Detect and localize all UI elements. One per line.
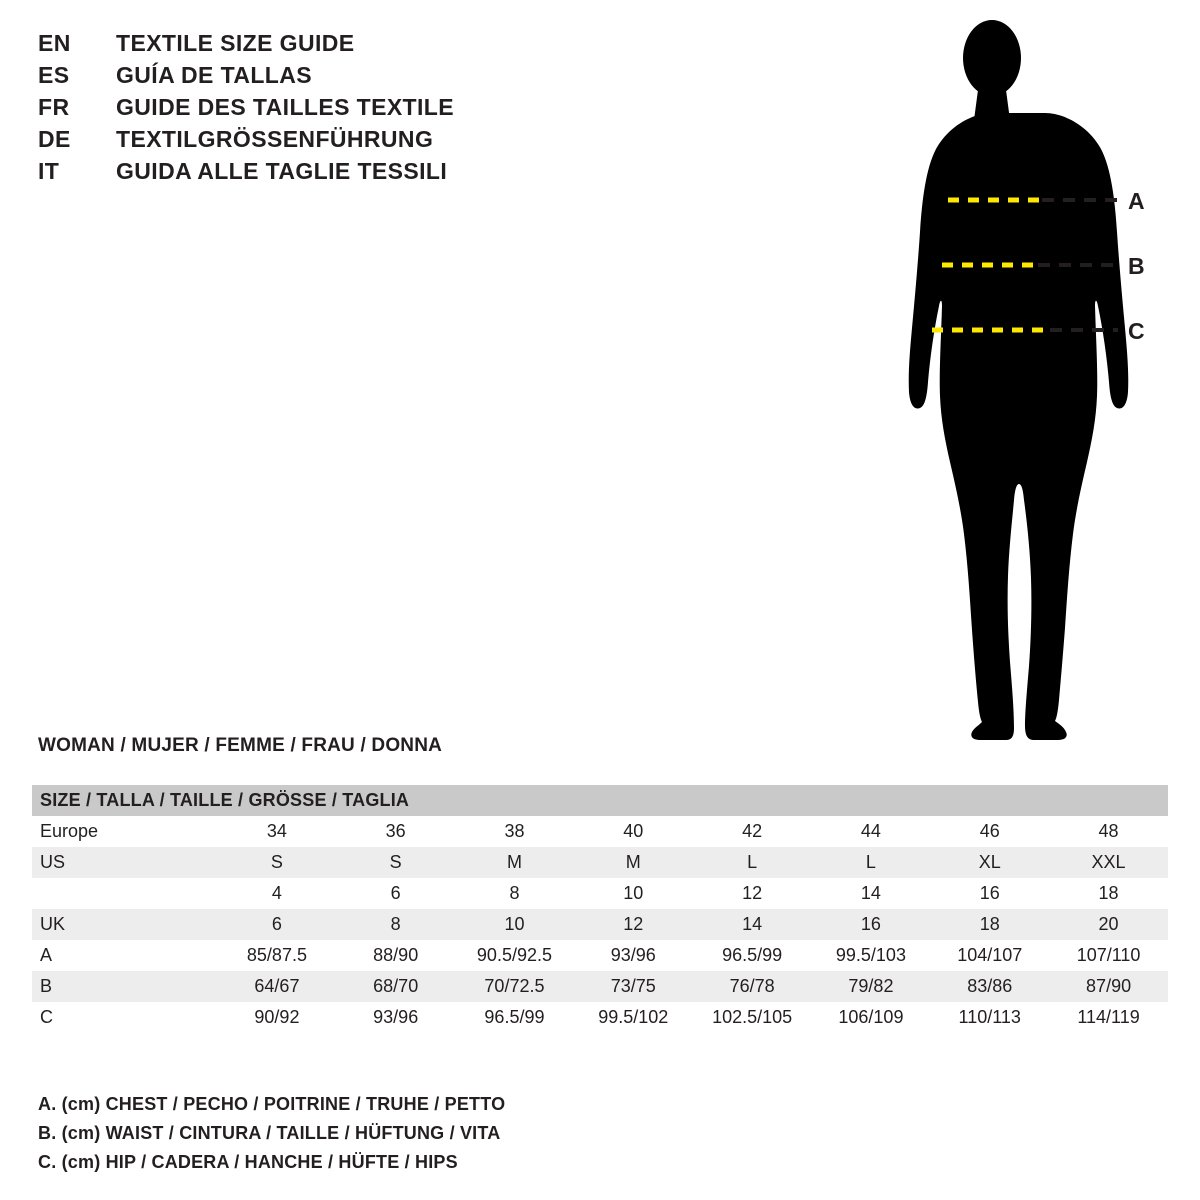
footnote-c: C. (cm) HIP / CADERA / HANCHE / HÜFTE / HIPS: [38, 1152, 458, 1172]
size-table: [32, 785, 1168, 1033]
cell-usnum-1: 6: [390, 883, 401, 903]
cell-c-7: 114/119: [1077, 1007, 1140, 1027]
cell-usnum-6: 16: [979, 883, 1000, 903]
cell-a-3: 93/96: [610, 945, 656, 965]
title-block: [38, 30, 678, 190]
cell-c-1: 93/96: [373, 1007, 419, 1027]
cell-b-0: 64/67: [254, 976, 300, 996]
section-caption: WOMAN / MUJER / FEMME / FRAU / DONNA: [38, 735, 443, 756]
cell-europe-3: 40: [623, 821, 644, 841]
footnote-a: A. (cm) CHEST / PECHO / POITRINE / TRUHE / PETTO: [38, 1094, 506, 1114]
title-text-fr: GUIDE DES TAILLES TEXTILE: [116, 94, 454, 120]
cell-uk-0: 6: [271, 914, 282, 934]
table-header-label: SIZE / TALLA / TAILLE / GRÖSSE / TAGLIA: [40, 790, 410, 810]
cell-b-3: 73/75: [610, 976, 656, 996]
row-label-b: B: [40, 976, 53, 996]
title-lang-es: ES: [38, 62, 70, 88]
cell-us-6: XL: [978, 852, 1001, 872]
title-row-en: [38, 30, 678, 62]
cell-europe-6: 46: [979, 821, 1000, 841]
title-row-es: [38, 62, 678, 94]
cell-us-1: S: [389, 852, 402, 872]
title-row-de: [38, 126, 678, 158]
title-lang-en: EN: [38, 30, 71, 56]
measure-label-b: B: [1128, 253, 1145, 279]
cell-uk-2: 10: [504, 914, 525, 934]
cell-uk-3: 12: [623, 914, 644, 934]
title-text-it: GUIDA ALLE TAGLIE TESSILI: [116, 158, 448, 184]
row-label-uk: UK: [40, 914, 66, 934]
cell-us-3: M: [625, 852, 641, 872]
table-header-row: [32, 785, 1168, 816]
cell-us-5: L: [865, 852, 876, 872]
cell-europe-0: 34: [266, 821, 287, 841]
cell-us-0: S: [270, 852, 283, 872]
measure-label-c: C: [1128, 318, 1145, 344]
cell-c-2: 96.5/99: [484, 1007, 545, 1027]
cell-a-0: 85/87.5: [246, 945, 307, 965]
title-lang-de: DE: [38, 126, 71, 152]
cell-us-2: M: [506, 852, 522, 872]
title-lang-fr: FR: [38, 94, 70, 120]
footnotes: [38, 1090, 738, 1177]
cell-b-7: 87/90: [1086, 976, 1132, 996]
row-label-europe: Europe: [40, 821, 99, 841]
cell-uk-1: 8: [390, 914, 401, 934]
cell-uk-5: 16: [860, 914, 881, 934]
cell-b-2: 70/72.5: [484, 976, 545, 996]
cell-uk-4: 14: [742, 914, 763, 934]
cell-europe-4: 42: [742, 821, 763, 841]
cell-uk-6: 18: [979, 914, 1000, 934]
cell-c-6: 110/113: [958, 1007, 1021, 1027]
title-text-es: GUÍA DE TALLAS: [116, 62, 312, 88]
cell-usnum-3: 10: [623, 883, 644, 903]
cell-uk-7: 20: [1098, 914, 1119, 934]
table-row: [32, 909, 1168, 940]
cell-a-2: 90.5/92.5: [476, 945, 552, 965]
cell-us-7: XXL: [1091, 852, 1126, 872]
cell-europe-7: 48: [1098, 821, 1119, 841]
title-text-en: TEXTILE SIZE GUIDE: [116, 30, 355, 56]
cell-usnum-7: 18: [1098, 883, 1119, 903]
cell-c-0: 90/92: [254, 1007, 300, 1027]
cell-b-4: 76/78: [729, 976, 775, 996]
table-row: [32, 847, 1168, 878]
female-body-figure: [860, 10, 1190, 750]
row-label-us-numeric: [32, 878, 218, 909]
row-label-us: US: [40, 852, 66, 872]
cell-europe-5: 44: [860, 821, 881, 841]
row-label-c: C: [40, 1007, 53, 1027]
cell-europe-1: 36: [385, 821, 406, 841]
table-row: [32, 1002, 1168, 1033]
cell-b-1: 68/70: [373, 976, 419, 996]
title-row-it: [38, 158, 678, 190]
cell-c-5: 106/109: [838, 1007, 904, 1027]
cell-europe-2: 38: [504, 821, 525, 841]
cell-a-1: 88/90: [373, 945, 419, 965]
cell-b-6: 83/86: [967, 976, 1013, 996]
cell-a-5: 99.5/103: [835, 945, 906, 965]
measure-label-a: A: [1128, 188, 1145, 214]
table-row: [32, 940, 1168, 971]
footnote-b: B. (cm) WAIST / CINTURA / TAILLE / HÜFTUNG / VITA: [38, 1123, 501, 1143]
title-lang-it: IT: [38, 158, 60, 184]
cell-c-3: 99.5/102: [598, 1007, 669, 1027]
title-row-fr: [38, 94, 678, 126]
table-row: [32, 878, 1168, 909]
cell-a-4: 96.5/99: [722, 945, 783, 965]
table-row: [32, 816, 1168, 847]
row-label-a: A: [40, 945, 53, 965]
title-text-de: TEXTILGRÖSSENFÜHRUNG: [116, 126, 434, 152]
female-silhouette-icon: [860, 10, 1190, 750]
cell-a-7: 107/110: [1076, 945, 1141, 965]
cell-b-5: 79/82: [848, 976, 894, 996]
cell-us-4: L: [747, 852, 758, 872]
cell-usnum-4: 12: [742, 883, 763, 903]
cell-a-6: 104/107: [957, 945, 1023, 965]
cell-usnum-5: 14: [860, 883, 881, 903]
cell-usnum-0: 4: [271, 883, 282, 903]
cell-c-4: 102.5/105: [712, 1007, 793, 1027]
cell-usnum-2: 8: [509, 883, 520, 903]
table-row: [32, 971, 1168, 1002]
